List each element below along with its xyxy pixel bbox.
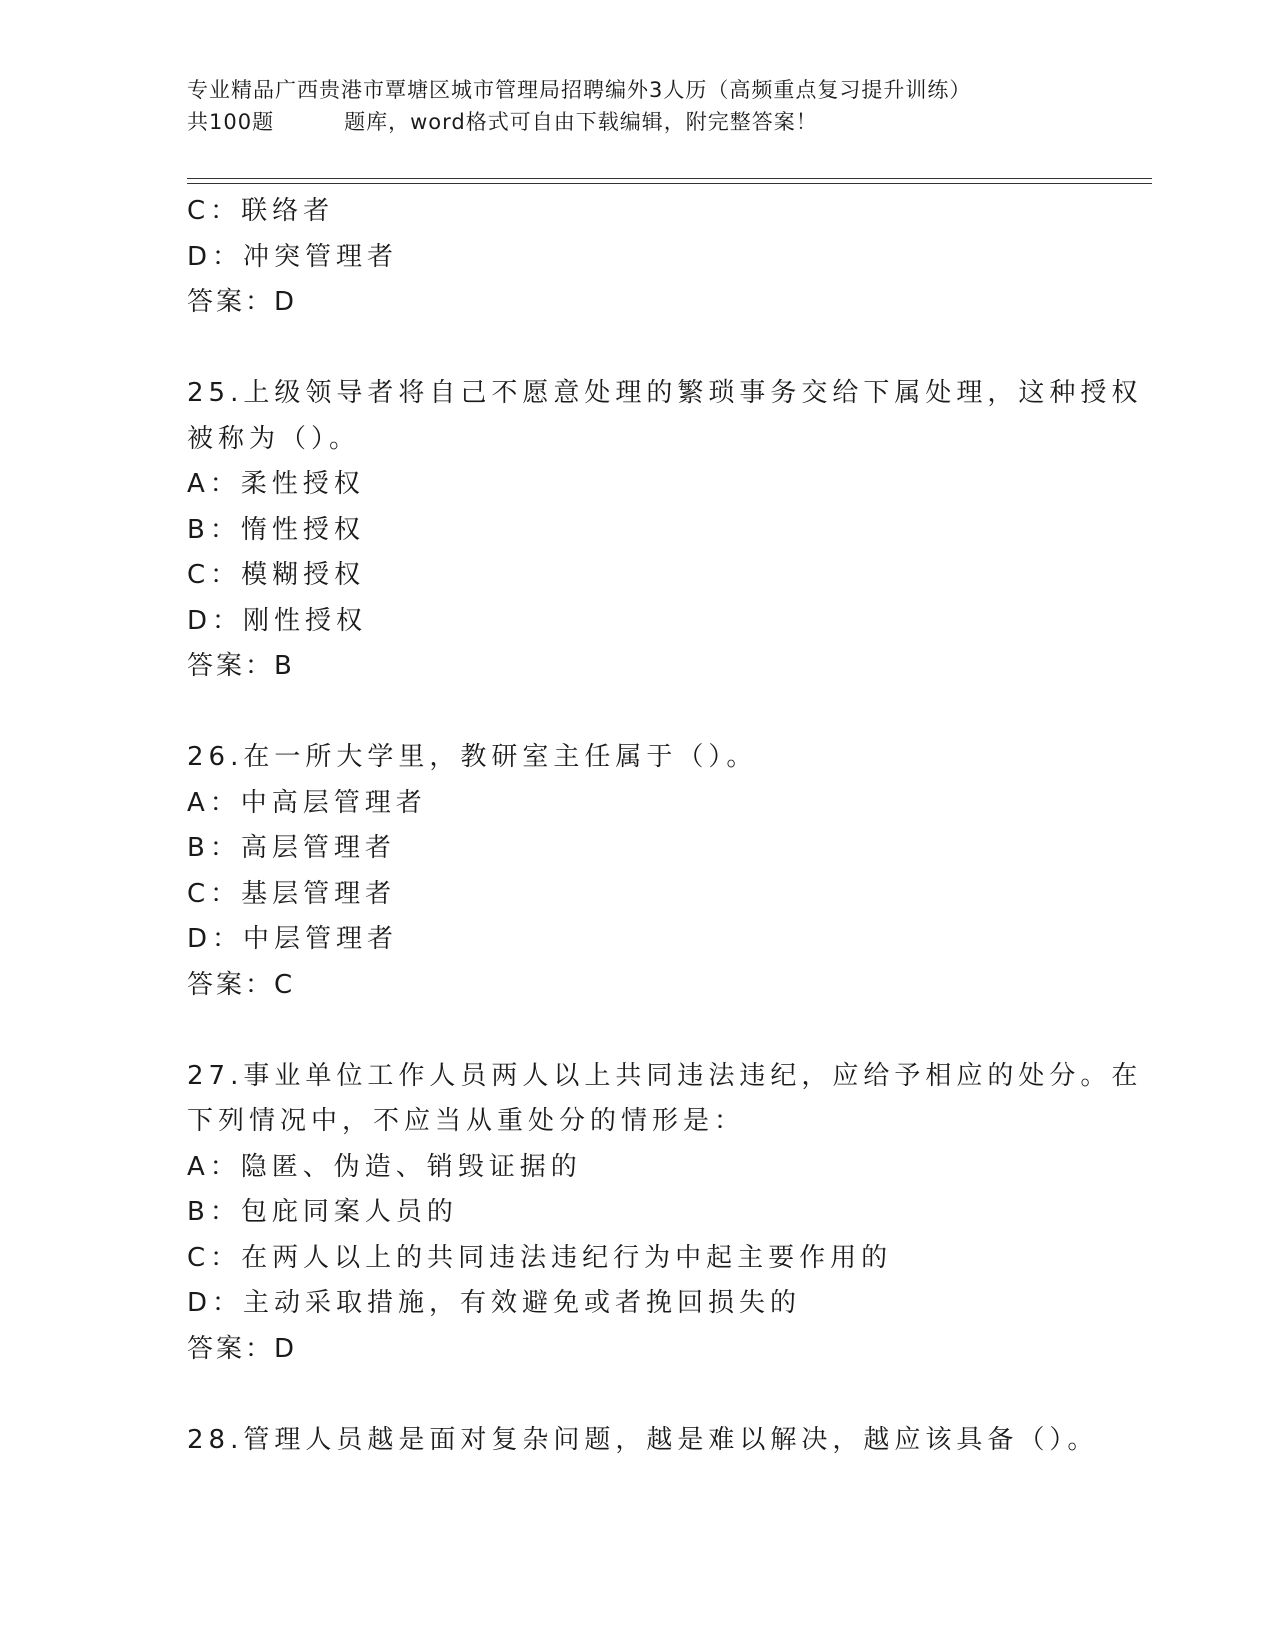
answer-line: 答案：D (187, 1333, 298, 1364)
header-rule-bottom (187, 183, 1152, 184)
option-a: A：柔性授权 (187, 469, 365, 499)
option-d: D：冲突管理者 (187, 241, 399, 272)
option-c: C：联络者 (187, 196, 335, 226)
question-24-tail (187, 189, 1087, 326)
option-a: A：中高层管理者 (187, 787, 427, 818)
question-stem: 26.在一所大学里，教研室主任属于（）。 (187, 742, 758, 772)
question-stem: 27.事业单位工作人员两人以上共同违法违纪，应给予相应的处分。在 (187, 1060, 1143, 1091)
header-rule-top (187, 178, 1152, 179)
answer-line: 答案：B (187, 651, 295, 681)
question-stem: 28.管理人员越是面对复杂问题，越是难以解决，越应该具备（）。 (187, 1424, 1099, 1455)
option-a: A：隐匿、伪造、销毁证据的 (187, 1151, 582, 1182)
spacer (187, 326, 1087, 372)
question-28 (187, 1418, 1099, 1464)
option-b: B：惰性授权 (187, 514, 365, 545)
question-25 (187, 371, 1143, 690)
spacer (187, 1008, 1087, 1054)
question-stem-continued: 被称为（）。 (187, 423, 361, 454)
answer-line: 答案：D (187, 287, 298, 317)
option-d: D：主动采取措施，有效避免或者挽回损失的 (187, 1288, 802, 1318)
header-question-count: 共100题 (187, 110, 275, 134)
option-c: C：在两人以上的共同违法违纪行为中起主要作用的 (187, 1242, 893, 1273)
option-c: C：基层管理者 (187, 878, 397, 909)
option-b: B：高层管理者 (187, 833, 396, 863)
header-description: 题库，word格式可自由下载编辑，附完整答案！ (344, 110, 818, 134)
spacer (187, 1372, 1087, 1418)
question-27 (187, 1054, 1143, 1373)
page-header (187, 74, 1087, 138)
option-c: C：模糊授权 (187, 560, 366, 590)
question-stem-continued: 下列情况中，不应当从重处分的情形是： (187, 1106, 746, 1136)
document-body (187, 189, 1143, 1463)
header-title-line1: 专业精品广西贵港市覃塘区城市管理局招聘编外3人历（高频重点复习提升训练） (187, 78, 972, 102)
option-d: D：刚性授权 (187, 605, 368, 636)
header-title-line2 (187, 106, 1087, 138)
option-d: D：中层管理者 (187, 924, 399, 954)
answer-line: 答案：C (187, 969, 296, 1000)
option-b: B：包庇同案人员的 (187, 1197, 458, 1227)
spacer (187, 690, 1087, 736)
question-26 (187, 735, 1087, 1008)
question-stem: 25.上级领导者将自己不愿意处理的繁琐事务交给下属处理，这种授权 (187, 378, 1143, 408)
